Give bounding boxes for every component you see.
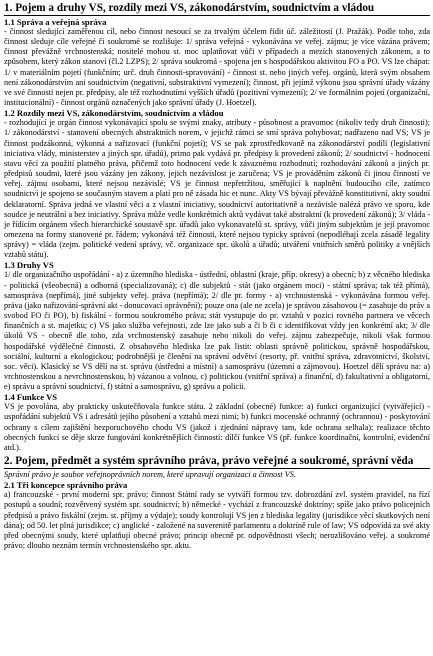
paragraph-1-1: - činnost sledující zaměřenou cíl, nebo činnost nesoucí se za trvalým účelem řídit úč. záležitostí (J. Pražák). Podle toho, zda činnost sleduje cíle veřejné či soukromé se rozlišuje: 1/ správa veřejná - vykonávána ve veřej. zájmu; je více vázána právem; činnost převážně vrchnostenská; nositelé mohou st. moc uplatňovat vůči v případech a mezích stanovených zákonem, a to způsobem, který zákon stanoví (čl.2 LZPS); 2/ správa soukromá - spojena jen s hospodářskou aktivitou FO a PO. VS lze chápat: 1/ v materiálním pojetí (funkčním; urč. druh činnosti-spravování) - činnost st. nebo jiných veřej. orgánů, která svým obsahem není zákonodárstvím ani soudnictvím (negativní, substraktivní vymezení); činnost, při jejímž výkonu jsou správní úřady vázány ve své činnosti nejen pr. předpisy, ale též rozhodnutími vyšších úřadů (pozitivní vymezení); 2/ ve formálním pojetí (organizační, institucionální) - činnost orgánů označených jako správní úřady (J. Hoetzel).	[4, 27, 430, 108]
paragraph-2-1: a) francouzské - první moderní spr. právo; činnost Státní rady se vytváří formou tzv. dobrozdání zvl. systém pravidel, na řízí postupů a soudní; rozvětvený systém spr. soudnictví; b) německé - vychází z francouzské doktríny; spíše jako právo policejních předpisů a právo fiskální (zejm. st. příjmy a výdaje); soudy kontrolují VS jen z hlediska legality (jurisdikce věcí skutkových není dána); od 50. let plná jurisdikce; c) anglické - založené na suverenitě parlamentu a doktríně rule of law; VS odpovídá za své akty před obecnými soudy, které uplatňují obecné právo; princip obecně pr. odpovědnosti všech; nerozlišováno veřej. a soukromé právo; dlouho neznám termín vrchnostenského spr. aktu.	[4, 490, 430, 551]
paragraph-1-2: - rozhodující je orgán činnost vykonávající spolu se svými znaky, atributy - působnost a pravomoc (nikoliv tedy druh činnosti); 1/ zákonodárství - stanovení obecných abstraktních norem, v jejichž rámci se smí správa pohybovat; nadřazeno nad VS; VS je činnost podzákonná, výkonná a nařizovací (funkční pojetí); VS se pak zprostředkovaně na zákonodárství podílí (legislativní iniciativa vlády, ministerstev a jiných spr. úřadů), primo pak vydává pr. předpisy k provedení zákonů; 2/ soudnictví - hodnocení stavu věcí za použití platného práva, přičemž toto hodnocení vede k závaznému rozhodnutí; rozhodování zákonů a jiných pr. předpisů soudmi, které jsou vázány jen zákony, jejich nezávislost je zaručena; VS je prováděním zákonů či jinou činností ve veřej. zájmu osobami, které nejsou nezávislé; VS je činnost nepřetržitou, směřující k naplnění budoucího cíle, zatímco soudnictví je spojeno se současným stavem a platí pro ně zásada hic et nunc. Akty VS bývají převážně konstitutivní, akty soudní deklaratorní. Správa jedná ve vlastní věci a z vlastní iniciativy, soudnictví autoritativně a nezávisle nalézá právo ve sporu, kde soudce je neutrální a bez iniciativy. Správa může vedle konkrétních aktů vydávat také abstraktní (k provedení zákonů); 3/ vláda - je řídícím orgánem všech hierarchické soustavě spr. úřadů jako vykonavatelů st. správy, vůči jiným subjektům je její pravomoc omezena na formy stanovené pr. řádem; vykonává též činnosti, které nejsou typicky správní (nepodléhají zcela zásadě legality správy) = vláda (zejm. politické vedení správy, vč. organizace spr. úkolů a úřadů; utváření vnitřních směrů politiky a vnějších vztahů státu).	[4, 118, 430, 260]
paragraph-2-intro: Správní právo je soubor veřejnoprávních norem, které upravují organizaci a činnost VS.	[4, 470, 296, 480]
heading-2-1: 2.1 Tři koncepce správního práva	[4, 480, 128, 491]
heading-1-2: 1.2 Rozdíly mezi VS, zákonodárstvím, soudnictvím a vládou	[4, 108, 224, 119]
heading-1-1: 1.1 Správa a veřejná správa	[4, 17, 107, 27]
paragraph-1-3: 1/ dle organizačního uspořádání - a) z územního hlediska - ústřední, oblastní (kraje, příp. okresy) a obecní; b) z věcného hlediska - politická (všeobecná) a odborná (specializovaná); c) dle subjektů - stát (jako orgánem moci) - státní správa; tak též přímá), samospráva (nepřímá), jiné subjekty veřej. práva (nepřímá); 2/ dle pr. formy - a) vrchnostenská - vykonávána formou veřej. práva (jako nařizování-správní akt - donucovací oprávnění); pouze ona (ale ne zcela) je správou zásahovou (= zasahuje do práv a svobod FO či PO), b) fiskální - formou soukromého práva; stát vystupuje do pr. vztahů v pozici rovného partnera ve věcech finančních a st. majetku; c) VS jako služba veřejnosti, zde lze jako sub a či b či c identifikovat vždy jen konkrétní akt; 3/ dle úkolů VS - obecně dle toho, zda vrchnostenský zasahuje nebo nikoli do veřej. zájmu zabezpečuje, nikoli však formou hospodářské výdělečné činnosti. Z obsahového hlediska lze pak listit: oblasti správně politickou, správně hospodářskou, sociální, kulturní a ekologickou; podrobnější je členění na správní odvětví (resorty, př. vnitřní správa, zdravotnictví, školství, soc. věci). Klasický se VS dělí na st. správu (ústřední a místní) a samosprávu (územní a zájmovou). Hoetzel dělí správu na: a) vrchnostenskou a nevrchnostenskou, b) vázanou a volnou, c) politickou (vnitřní správa) a finanční, d) fakultativní a obligatorní, e) správu a správní soudnictví, f) státní a samosprávu, g) správu a policii.	[4, 270, 430, 392]
paragraph-1-4: VS je povolána, aby prakticky uskutečňovala funkce státu. 2 základní (obecné) funkce: a) funkci organizující (vytvářející) - uspořádání subjektů VS i adresátů jejího působení a vztahů mezi nimi; b) funkci mocenské ochranný (ochrannou) - poskytování ochrany s cílem zajištění bezporuchového chodu VS (jakož i zjednání nápravy tam, kde ochrana selhala); realizace těchto obecných funkcí se děje skrze fungování konkrétnějších činností: dílčí funkce VS (př. funkce koordinační, kontrolní, evidenční atd.).	[4, 402, 430, 452]
heading-section-1: 1. Pojem a druhy VS, rozdíly mezi VS, zákonodárstvím, soudnictvím a vládou	[4, 2, 430, 16]
heading-section-2: 2. Pojem, předmět a systém správního práva, právo veřejné a soukromé, správní věda	[4, 455, 430, 469]
heading-1-3: 1.3 Druhy VS	[4, 260, 54, 271]
heading-1-4: 1.4 Funkce VS	[4, 392, 58, 403]
